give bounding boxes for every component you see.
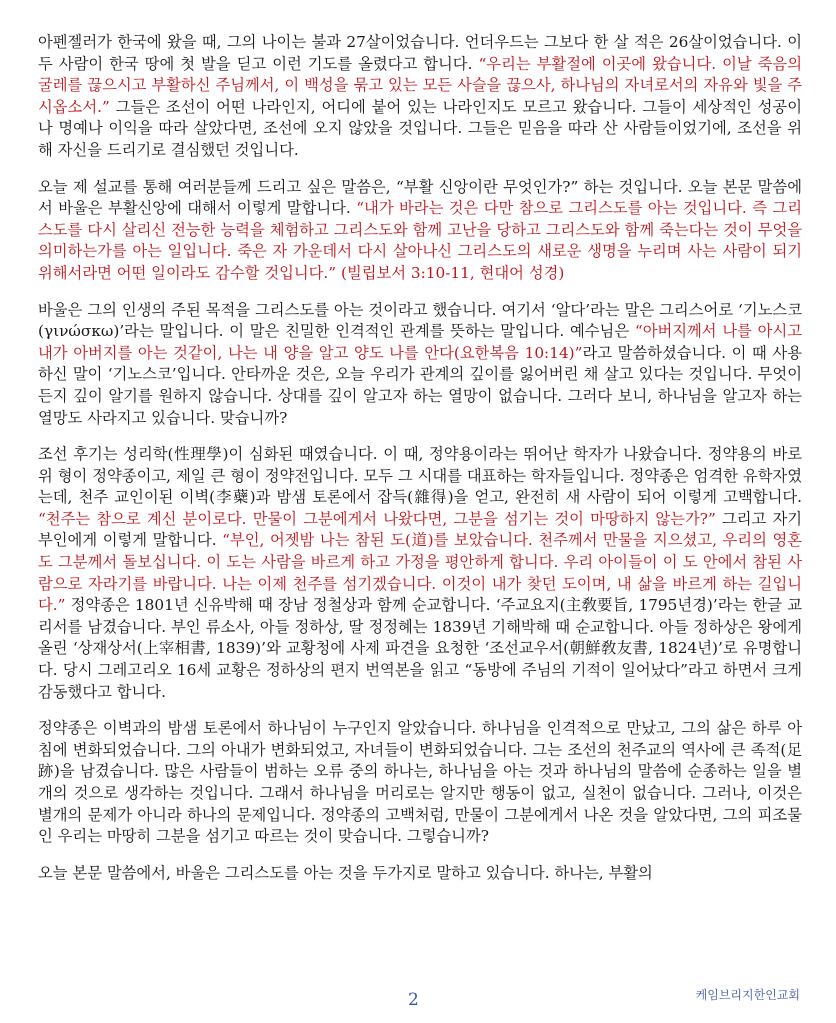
- paragraph-5: [38, 718, 802, 848]
- text-run: 바울은 그의 인생의 주된 목적을 그리스도를 아는 것이라고 했습니다. 여기서 ‘알다’라는 말은 그리스어로 ‘기노스코(γινώσκω)’라는 말입니다. 이 말은 친밀한 인격적인 관계를 뜻하는 말입니다. 예수님은: [38, 300, 802, 341]
- quote-run: “우리는 부활절에 이곳에 왔습니다. 이날 죽음의 굴레를 끊으시고 부활하신 주님께서, 이 백성을 묶고 있는 모든 사슬을 끊으사, 하나님의 자녀로서의 자유와 빛을 주시옵소서.”: [38, 54, 802, 116]
- text-run: 정약종은 1801년 신유박해 때 장남 정철상과 함께 순교합니다. ‘주교요지(主敎要旨, 1795년경)’라는 한글 교리서를 남겼습니다. 부인 류소사, 아들 정하상, 딸 정정혜는 1839년 기해박해 때 순교합니다. 아들 정하상은 왕에게 올린 ‘상재상서(上宰相書, 1839)’와 교황청에 사제 파견을 요청한 ‘조선교우서(朝鮮敎友書, 1824년)’로 유명합니다. 당시 그레고리오 16세 교황은 정하상의 편지 번역본을 읽고 “동방에 주님의 기적이 일어났다”라고 하면서 크게 감동했다고 합니다.: [38, 596, 802, 701]
- quote-run: “천주는 참으로 계신 분이로다. 만물이 그분에게서 나왔다면, 그분을 섬기는 것이 마땅하지 않는가?”: [38, 509, 716, 528]
- text-run: 정약종은 이벽과의 밤샘 토론에서 하나님이 누구인지 알았습니다. 하나님을 인격적으로 만났고, 그의 삶은 하루 아침에 변화되었습니다. 그의 아내가 변화되었고, 자녀들이 변화되었습니다. 그는 조선의 천주교의 역사에 큰 족적(足跡)을 남겼습니다. 많은 사람들이 범하는 오류 중의 하나는, 하나님을 아는 것과 하나님의 말씀에 순종하는 일을 별개의 것으로 생각하는 것입니다. 그래서 하나님을 머리로는 알지만 행동이 없고, 실천이 없습니다. 그러나, 이것은 별개의 문제가 아니라 하나의 문제입니다. 정약종의 고백처럼, 만물이 그분에게서 나온 것을 알았다면, 그의 피조물인 우리는 마땅히 그분을 섬기고 따르는 것이 맞습니다. 그렇습니까?: [38, 719, 802, 846]
- quote-run: “부인, 어젯밤 나는 참된 도(道)를 보았습니다. 천주께서 만물을 지으셨고, 우리의 영혼도 그분께서 돌보십니다. 이 도는 사람을 바르게 하고 가정을 평안하게 합니다. 우리 아이들이 이 도 안에서 참된 사람으로 자라기를 바랍니다. 나는 이제 천주를 섬기겠습니다. 이것이 내가 찾던 도이며, 내 삶을 바르게 하는 길입니다.”: [38, 531, 802, 615]
- text-run: 라고 말씀하셨습니다. 이 때 사용하신 말이 ‘기노스코’입니다. 안타까운 것은, 오늘 우리가 관계의 깊이를 잃어버린 채 살고 있다는 것입니다. 무엇이든지 깊이 알기를 원하지 않습니다. 상대를 깊이 알고자 하는 열망이 없습니다. 그러다 보니, 하나님을 알고자 하는 열망도 사라지고 있습니다. 맞습니까?: [38, 343, 802, 427]
- text-run: 아펜젤러가 한국에 왔을 때, 그의 나이는 불과 27살이었습니다. 언더우드는 그보다 한 살 적은 26살이었습니다. 이 두 사람이 한국 땅에 첫 발을 딛고 이런 기도를 올렸다고 합니다.: [38, 33, 802, 73]
- paragraph-2: [38, 177, 802, 285]
- text-run: 그들은 조선이 어떤 나라인지, 어디에 붙어 있는 나라인지도 모르고 왔습니다. 그들이 세상적인 성공이나 명예나 이익을 따라 살았다면, 조선에 오지 않았을 것입니다. 그들은 믿음을 따라 산 사람들이었기에, 조선을 위해 자신을 드리기로 결심했던 것입니다.: [38, 97, 802, 159]
- church-name: 케임브리지한인교회: [695, 988, 800, 1002]
- text-run: 오늘 본문 말씀에서, 바울은 그리스도를 아는 것을 두가지로 말하고 있습니다. 하나는, 부활의: [38, 863, 653, 882]
- paragraph-3: [38, 300, 802, 430]
- sermon-body: [38, 32, 802, 899]
- paragraph-1: [38, 32, 802, 162]
- quote-run: “내가 바라는 것은 다만 참으로 그리스도를 아는 것입니다. 즉 그리스도를 다시 살리신 전능한 능력을 체험하고 그리스도와 함께 고난을 당하고 그리스도와 함께 죽는다는 것이 무엇을 의미하는가를 아는 일입니다. 죽은 자 가운데서 다시 살아나신 그리스도의 새로운 생명을 누리며 사는 사람이 되기 위해서라면 어떤 일이라도 감수할 것입니다.” (빌립보서 3:10-11, 현대어 성경): [38, 199, 802, 282]
- quote-run: “아버지께서 나를 아시고 내가 아버지를 아는 것같이, 나는 내 양을 알고 양도 나를 안다(요한복음 10:14)”: [38, 322, 802, 362]
- paragraph-6: [38, 863, 802, 885]
- text-run: 조선 후기는 성리학(性理學)이 심화된 때였습니다. 이 때, 정약용이라는 뛰어난 학자가 나왔습니다. 정약용의 바로 위 형이 정약종이고, 제일 큰 형이 정약전입니다. 모두 그 시대를 대표하는 학자들입니다. 정약종은 엄격한 유학자였는데, 천주 교인이된 이벽(李蘗)과 밤샘 토론에서 잡득(雜得)을 얻고, 완전히 새 사람이 되어 이렇게 고백합니다.: [38, 445, 802, 507]
- text-run: 그리고 자기 부인에게 이렇게 말합니다.: [38, 509, 802, 550]
- text-run: 오늘 제 설교를 통해 여러분들께 드리고 싶은 말씀은, “부활 신앙이란 무엇인가?” 하는 것입니다. 오늘 본문 말씀에서 바울은 부활신앙에 대해서 이렇게 말합니다.: [38, 177, 802, 218]
- page-number: 2: [408, 990, 419, 1010]
- paragraph-4: [38, 444, 802, 703]
